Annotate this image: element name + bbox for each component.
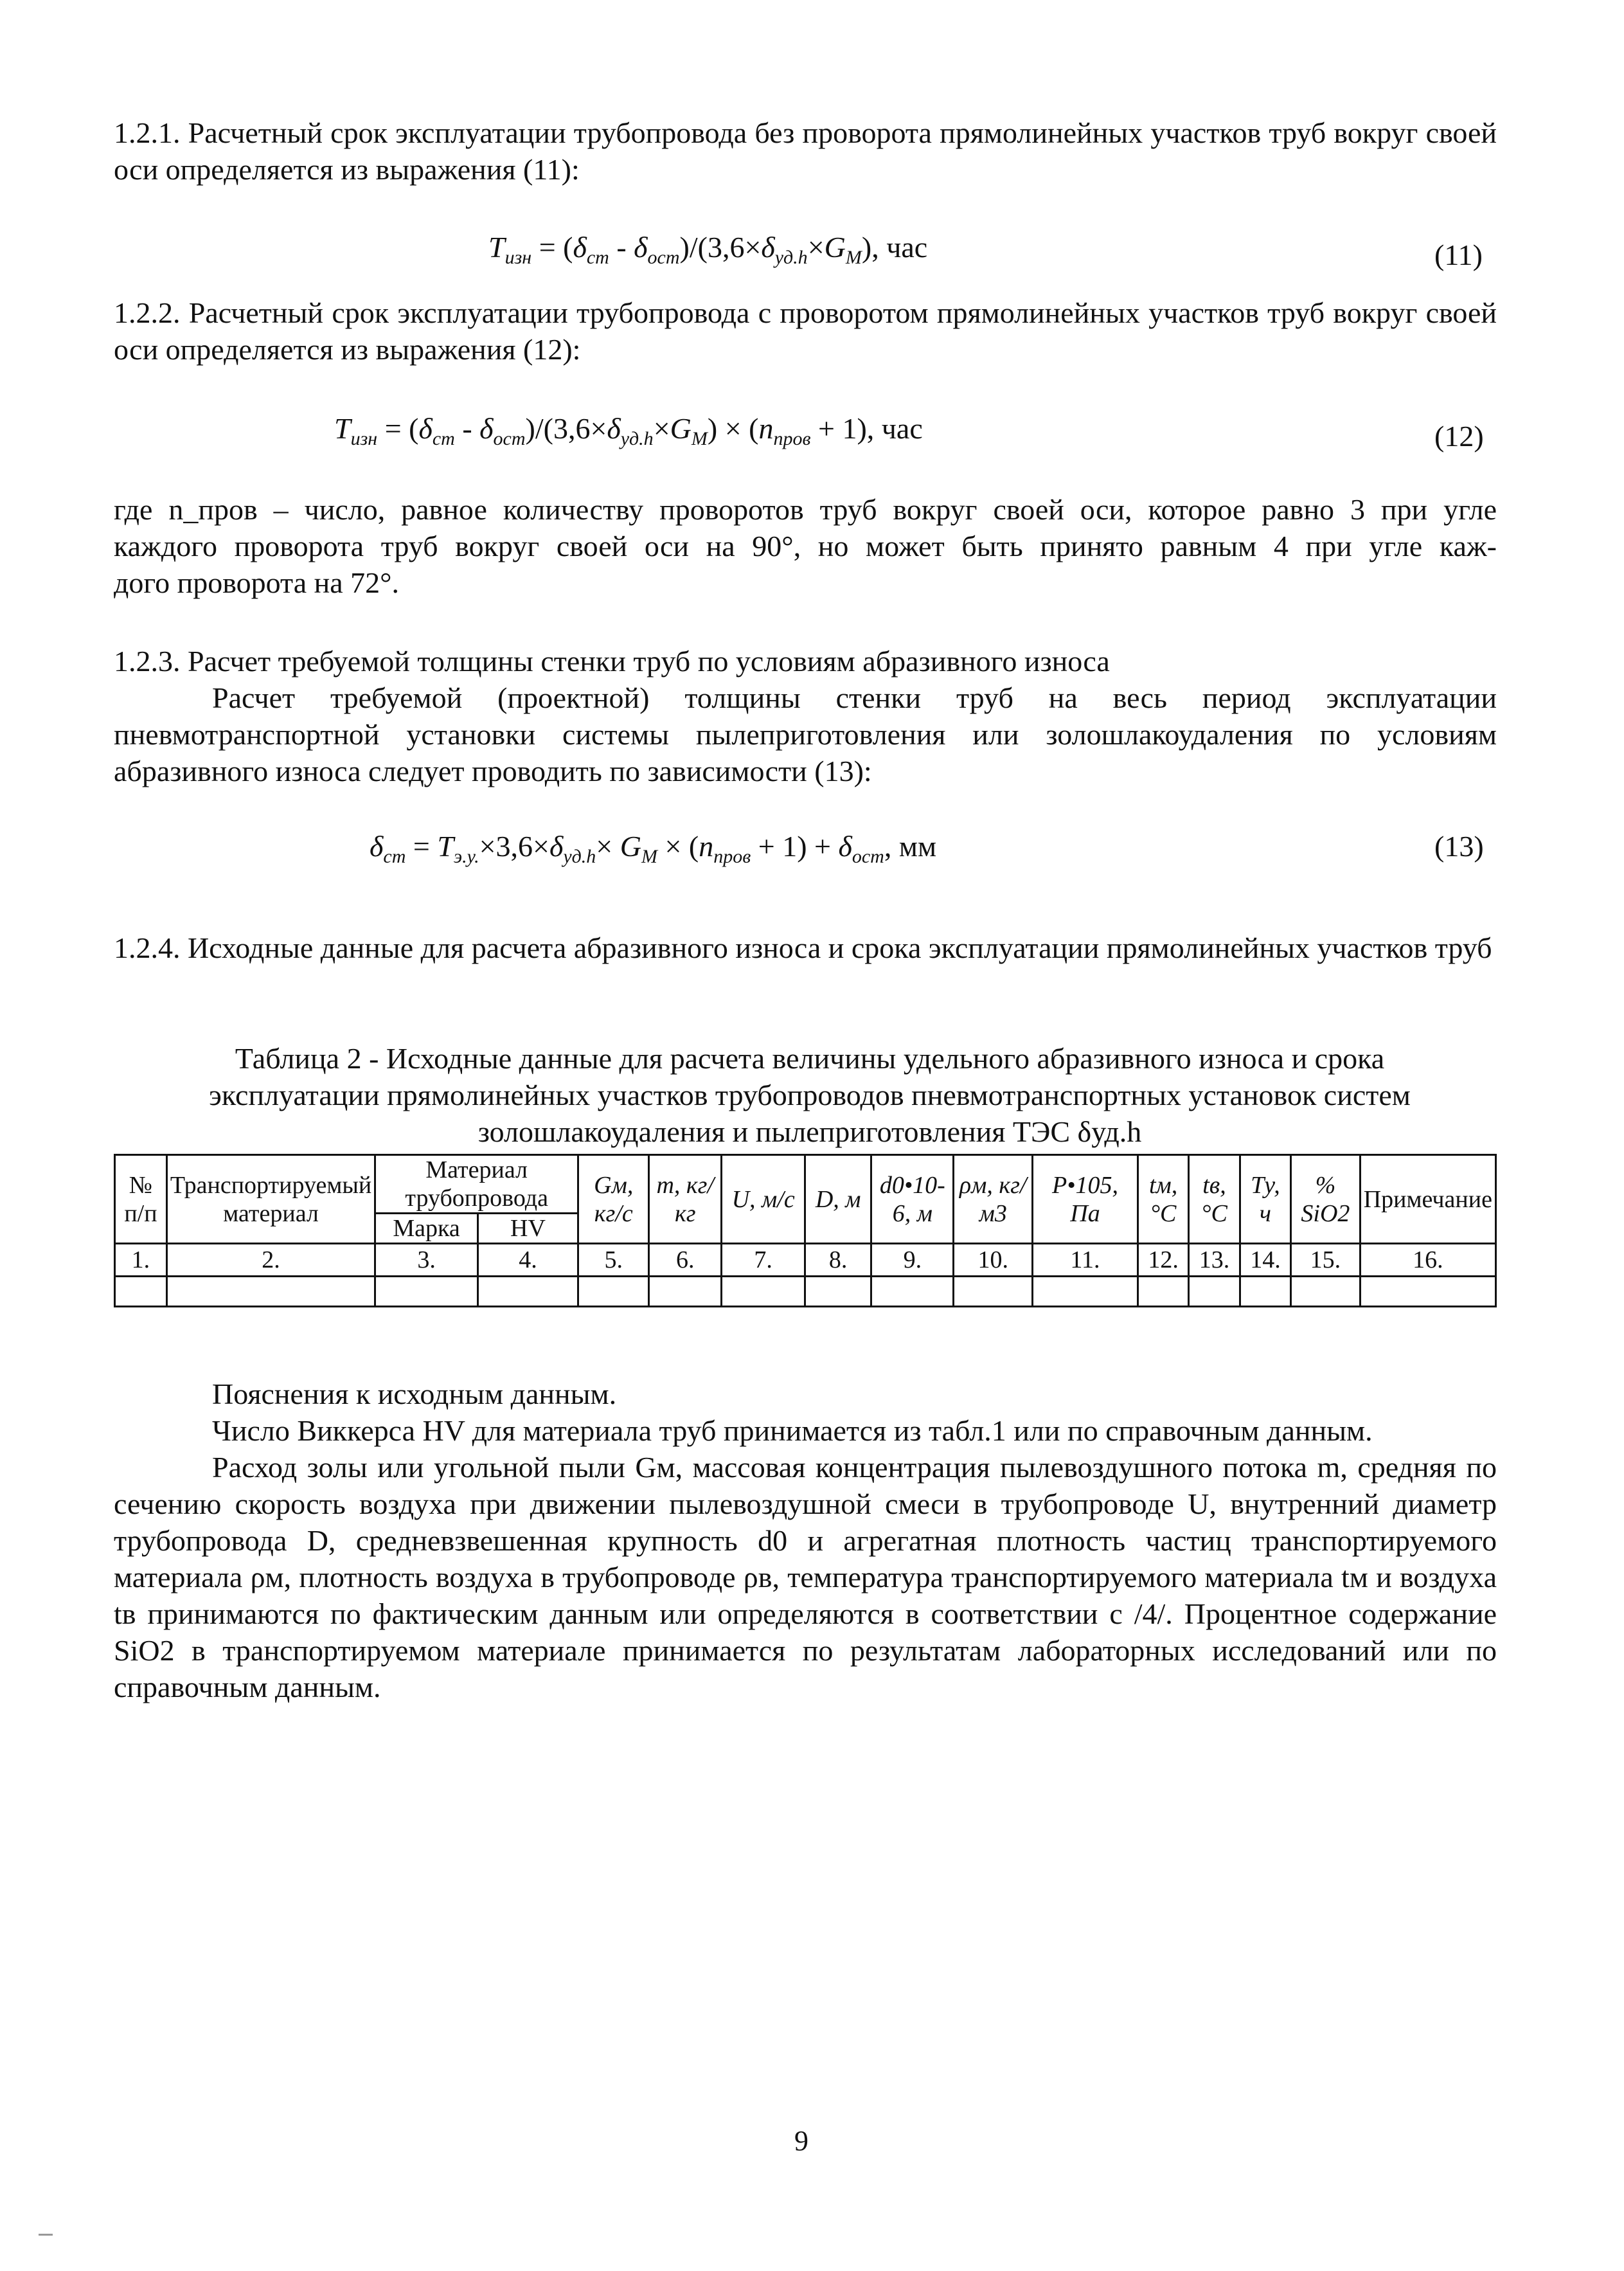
paragraph-1-2-4: 1.2.4. Исходные данные для расчета абразивного износа и срока эксплуатации прямолинейных участков труб xyxy=(114,931,1492,964)
table-cell: 13. xyxy=(1189,1244,1240,1277)
table-cell: 16. xyxy=(1360,1244,1495,1277)
data-table xyxy=(114,1154,1497,1307)
header-marka: Марка xyxy=(375,1214,478,1244)
table-cell: 10. xyxy=(954,1244,1033,1277)
table-cell: 9. xyxy=(871,1244,954,1277)
table-caption: Таблица 2 - Исходные данные для расчета величины удельного абразивного износа и срока эксплуатации прямолинейных участков трубопроводов пневмотранспортных установок систем золошлакоудаления и пылеприготовления ТЭС δуд.h xyxy=(209,1042,1411,1148)
table-cell: 2. xyxy=(166,1244,375,1277)
paragraph-1-2-3: Расчет требуемой (проектной) толщины стенки труб на весь период эксплуатации пневмотранспортной установки системы пылеприготовления или золошлакоудаления по условиям абразивного износа следует проводить по зависимости (13): xyxy=(114,681,1497,787)
where-line-2: каждого проворота труб вокруг своей оси на 90°, но может быть принято равным 4 при угле каж- xyxy=(114,530,1497,562)
header-tv: tв, °C xyxy=(1189,1155,1240,1244)
header-d: D, м xyxy=(805,1155,871,1244)
equation-12-number: (12) xyxy=(1434,420,1484,453)
table-cell: 12. xyxy=(1138,1244,1188,1277)
table-cell: 6. xyxy=(649,1244,722,1277)
equation-13-number: (13) xyxy=(1434,830,1484,863)
table-number-row xyxy=(115,1244,1496,1277)
table-cell: 7. xyxy=(722,1244,805,1277)
header-sio2: % SiO2 xyxy=(1291,1155,1360,1244)
header-m: m, кг/кг xyxy=(649,1155,722,1244)
paragraph-where xyxy=(114,491,1497,601)
equation-11: $Т_{изн} = (\delta_{ст} - \delta_{ост})/(3,6\times\delta_{уд.h}\times G_M)$, час xyxy=(488,231,928,268)
equation-12: $Т_{изн} = (\delta_{ст} - \delta_{ост})/(3,6\times\delta_{уд.h}\times G_M) \times (n_{пров} + 1)$, час xyxy=(334,412,923,449)
table-header-row-1 xyxy=(115,1155,1496,1214)
header-tm: tм, °C xyxy=(1138,1155,1188,1244)
header-p: P•105, Па xyxy=(1033,1155,1138,1244)
explanation-inputs: Расход золы или угольной пыли Gм, массовая концентрация пылевоздушного потока m, средняя по сечению скорость воздуха при движении пылевоздушной смеси в трубопроводе U, внутренний диаметр трубопровода D, средневзвешенная крупность d0 и агрегатная плотность частиц транспортируемого материала ρм, плотность воздуха в трубопроводе ρв, температура транспортируемого материала tм и воздуха tв принимаются по фактическим данным или определяются в соответствии с /4/. Процентное содержание SiO2 в транспортируемом материале принимается по результатам лабораторных исследований или по справочным данным. xyxy=(114,1451,1497,1703)
header-material: Транспортируемый материал xyxy=(166,1155,375,1244)
page-number: 9 xyxy=(794,2125,808,2157)
header-ty: Tу, ч xyxy=(1240,1155,1290,1244)
paragraph-1-2-2: 1.2.2. Расчетный срок эксплуатации трубопровода с проворотом прямолинейных участков труб вокруг своей оси определяется из выражения (12): xyxy=(114,296,1497,366)
explanations-title: Пояснения к исходным данным. xyxy=(212,1378,617,1410)
explanation-hv: Число Виккерса HV для материала труб принимается из табл.1 или по справочным данным. xyxy=(212,1414,1373,1447)
header-no: № п/п xyxy=(115,1155,167,1244)
equation-11-number: (11) xyxy=(1434,238,1483,271)
table-cell: 8. xyxy=(805,1244,871,1277)
header-hv: HV xyxy=(477,1214,578,1244)
header-pipe-material: Материал трубопровода xyxy=(375,1155,578,1214)
where-line-3: дого проворота на 72°. xyxy=(114,566,400,599)
where-line-1: где n_пров – число, равное количеству проворотов труб вокруг своей оси, которое равно 3 при угле xyxy=(114,493,1497,526)
table-cell: 15. xyxy=(1291,1244,1360,1277)
header-d0: d0•10-6, м xyxy=(871,1155,954,1244)
header-u: U, м/с xyxy=(722,1155,805,1244)
scan-mark xyxy=(39,2234,53,2236)
header-rho-m: ρм, кг/м3 xyxy=(954,1155,1033,1244)
table-cell: 1. xyxy=(115,1244,167,1277)
header-note: Примечание xyxy=(1360,1155,1495,1244)
equation-13: $\delta_{ст} = Т_{э.у.}\times 3,6\times\delta_{уд.h}\times G_M \times (n_{пров} + 1) + \delta_{ост}$, мм xyxy=(370,830,937,867)
table-cell: 5. xyxy=(578,1244,649,1277)
paragraph-1-2-1: 1.2.1. Расчетный срок эксплуатации трубопровода без проворота прямолинейных участков труб вокруг своей оси определяется из выражения (11): xyxy=(114,116,1497,186)
table-cell: 3. xyxy=(375,1244,478,1277)
table-cell: 4. xyxy=(477,1244,578,1277)
table-empty-row xyxy=(115,1277,1496,1307)
heading-1-2-3: 1.2.3. Расчет требуемой толщины стенки труб по условиям абразивного износа xyxy=(114,645,1110,678)
table-cell: 14. xyxy=(1240,1244,1290,1277)
header-gm: Gм, кг/с xyxy=(578,1155,649,1244)
table-cell: 11. xyxy=(1033,1244,1138,1277)
